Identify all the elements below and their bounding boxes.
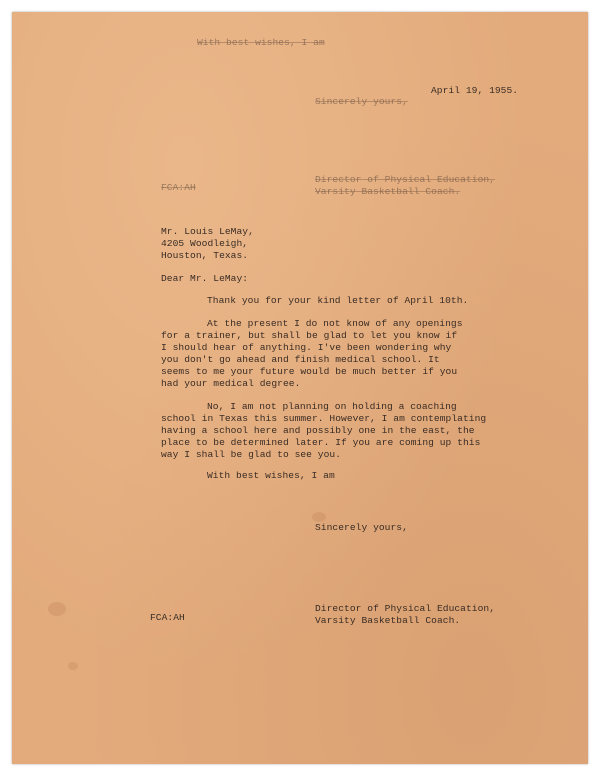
carryover-title-line2: Varsity Basketball Coach.: [315, 186, 461, 197]
paragraph-3-line: having a school here and possibly one in the east, the: [161, 425, 475, 436]
recipient-city: Houston, Texas.: [161, 250, 249, 261]
salutation: Dear Mr. LeMay:: [161, 273, 249, 284]
initials: FCA:AH: [150, 612, 185, 623]
carryover-sincerely: Sincerely yours,: [315, 96, 408, 107]
carryover-initials: FCA:AH: [161, 182, 196, 193]
recipient-name: Mr. Louis LeMay,: [161, 226, 254, 237]
paragraph-3-line: school in Texas this summer. However, I am contemplating: [161, 413, 487, 424]
paper-stain: [68, 662, 78, 670]
letter-date: April 19, 1955.: [431, 85, 519, 96]
carryover-closing: With best wishes, I am: [197, 37, 325, 48]
title-line-2: Varsity Basketball Coach.: [315, 615, 461, 626]
recipient-street: 4205 Woodleigh,: [161, 238, 249, 249]
sincerely: Sincerely yours,: [315, 522, 408, 533]
paragraph-2-line: you don't go ahead and finish medical school. It: [161, 354, 440, 365]
paragraph-2-line: At the present I do not know of any openings: [207, 318, 463, 329]
paper-stain: [312, 512, 326, 522]
paragraph-3-line: way I shall be glad to see you.: [161, 449, 342, 460]
paragraph-2-line: had your medical degree.: [161, 378, 301, 389]
carryover-title-line1: Director of Physical Education,: [315, 174, 496, 185]
paragraph-1: Thank you for your kind letter of April 10th.: [207, 295, 469, 306]
closing: With best wishes, I am: [207, 470, 335, 481]
paragraph-3-line: No, I am not planning on holding a coaching: [207, 401, 457, 412]
paragraph-2-line: for a trainer, but shall be glad to let you know if: [161, 330, 458, 341]
paragraph-3-line: place to be determined later. If you are coming up this: [161, 437, 481, 448]
paragraph-2-line: seems to me your future would be much better if you: [161, 366, 458, 377]
title-line-1: Director of Physical Education,: [315, 603, 496, 614]
paper-stain: [48, 602, 66, 616]
paragraph-2-line: I should hear of anything. I've been wondering why: [161, 342, 452, 353]
